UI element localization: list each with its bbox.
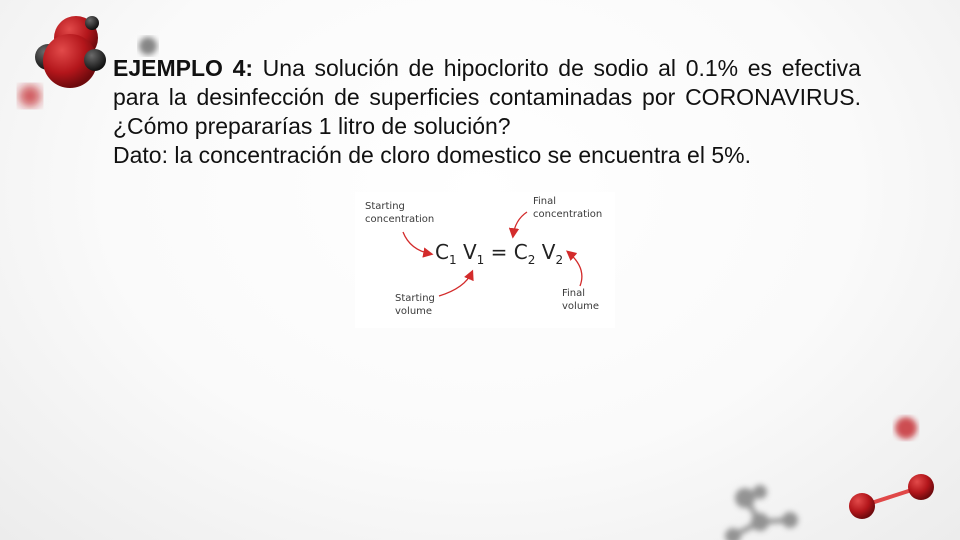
arrow-starting-volume bbox=[439, 272, 472, 296]
label-final-volume: Final volume bbox=[562, 288, 600, 312]
dilution-equation: $C_1$ $V_1 = C_2$ $V_2$ bbox=[435, 240, 564, 267]
arrow-final-concentration bbox=[513, 212, 527, 236]
dilution-formula-figure bbox=[355, 192, 615, 328]
example-heading: EJEMPLO 4: bbox=[113, 55, 254, 81]
bottom-right-molecule bbox=[725, 417, 934, 540]
example-data-line: Dato: la concentración de cloro domestico se encuentra el 5%. bbox=[113, 142, 751, 168]
example-paragraph bbox=[113, 54, 861, 141]
example-text-block bbox=[113, 54, 861, 170]
label-starting-volume: Starting volume bbox=[395, 293, 435, 317]
label-final-concentration: Final concentration bbox=[533, 196, 603, 220]
arrow-starting-concentration bbox=[403, 232, 431, 254]
arrow-final-volume bbox=[568, 252, 582, 286]
example-statement: Una solución de hipoclorito de sodio al 0.1% es efectiva para la desinfección de superficies contaminadas por CORONAVIRUS. ¿Cómo prepararías 1 litro de solución? bbox=[113, 55, 861, 139]
label-starting-concentration: Starting concentration bbox=[365, 201, 435, 225]
